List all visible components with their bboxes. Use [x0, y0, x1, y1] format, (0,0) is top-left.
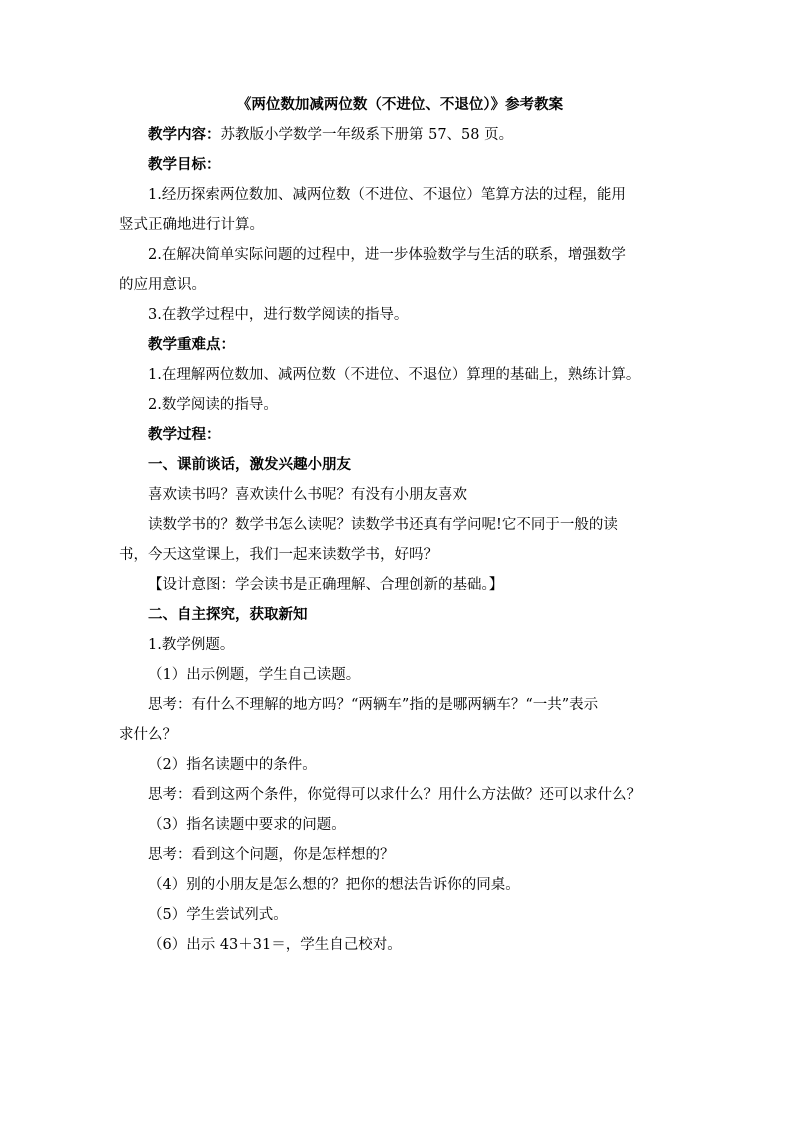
design-intent: 【设计意图：学会读书是正确理解、合理创新的基础。】: [148, 577, 504, 593]
objective-item-3: 3.在教学过程中，进行数学阅读的指导。: [148, 307, 409, 323]
process-heading: 教学过程：: [148, 426, 221, 443]
teaching-content-label: 教学内容：: [148, 126, 221, 143]
section-1-paragraph: [119, 516, 681, 564]
document-page: [119, 96, 681, 966]
think-1-line-2: 求什么？: [119, 727, 177, 743]
objective-item-2-line-2: 的应用意识。: [119, 277, 206, 293]
section-1-line-1: 喜欢读书吗？喜欢读什么书呢？有没有小朋友喜欢: [148, 487, 467, 503]
document-title: 《两位数加减两位数（不进位、不退位）》参考教案: [236, 96, 564, 113]
step-6: （6）出示 43＋31＝，学生自己校对。: [148, 937, 402, 953]
think-1-paragraph: [119, 696, 681, 744]
objective-item-1-line-2: 竖式正确地进行计算。: [119, 217, 264, 233]
section-1-line-3: 书，今天这堂课上，我们一起来读数学书，好吗？: [119, 547, 438, 563]
key-point-item-2: 2.数学阅读的指导。: [148, 397, 278, 413]
objective-item-1-line-1: 1.经历探索两位数加、减两位数（不进位、不退位）笔算方法的过程，能用: [148, 187, 626, 203]
teaching-content: [119, 126, 681, 144]
think-1-line-1: 思考：有什么不理解的地方吗？“两辆车”指的是哪两辆车？“一共”表示: [148, 697, 599, 713]
step-5: （5）学生尝试列式。: [148, 907, 288, 923]
step-3: （3）指名读题中要求的问题。: [148, 817, 346, 833]
objective-item-2-line-1: 2.在解决简单实际问题的过程中，进一步体验数学与生活的联系，增强数学: [148, 247, 626, 263]
teaching-content-text: 苏教版小学数学一年级系下册第 57、58 页。: [220, 127, 514, 143]
think-3: 思考：看到这个问题，你是怎样想的？: [148, 847, 395, 863]
think-2: 思考：看到这两个条件，你觉得可以求什么？用什么方法做？还可以求什么？: [148, 787, 641, 803]
key-point-item-1: 1.在理解两位数加、减两位数（不进位、不退位）算理的基础上，熟练计算。: [148, 367, 641, 383]
key-points-heading: 教学重难点：: [148, 336, 235, 353]
section-2-item-1: 1.教学例题。: [148, 637, 235, 653]
objective-item-2: [119, 246, 681, 294]
section-2-heading: 二、自主探究，获取新知: [148, 606, 308, 623]
step-1: （1）出示例题，学生自己读题。: [148, 667, 361, 683]
step-2: （2）指名读题中的条件。: [148, 757, 317, 773]
objectives-heading: 教学目标：: [148, 156, 221, 173]
section-1-line-2: 读数学书的？数学书怎么读呢？读数学书还真有学问呢!它不同于一般的读: [148, 517, 618, 533]
objective-item-1: [119, 186, 681, 234]
step-4: （4）别的小朋友是怎么想的？把你的想法告诉你的同桌。: [148, 877, 520, 893]
section-1-heading: 一、课前谈话，激发兴趣小朋友: [148, 456, 351, 473]
